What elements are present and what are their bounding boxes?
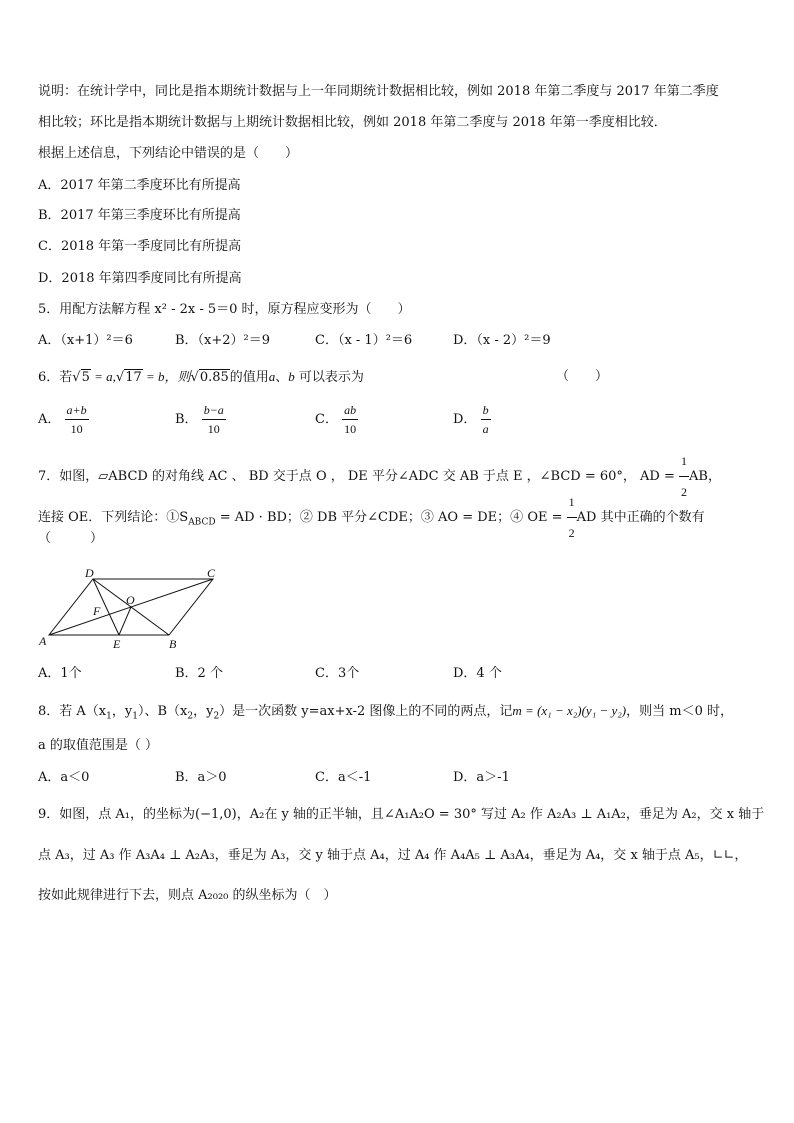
parallelogram-symbol: ▱ [98,469,109,484]
q6-stem: 6．若√5 = a,√17 = b，则√0.85的值用a、b 可以表示为 [38,369,364,385]
q5-option-a: A．（x+1）²＝6 [38,333,133,348]
q4-option-a: A．2017 年第二季度环比有所提高 [38,178,241,193]
q4-option-d: D．2018 年第四季度同比有所提高 [38,271,242,286]
label-f: F [93,604,101,618]
q4-option-c: C．2018 年第一季度同比有所提高 [38,239,242,254]
q9-line-2: 点 A₃，过 A₃ 作 A₃A₄ ⊥ A₂A₃，垂足为 A₃，交 y 轴于点 A₄，过 A₄ 作 A₄A₅ ⊥ A₃A₄，垂足为 A₄，交 x 轴于点 A₅，∟∟， [38,848,748,863]
q7-half-2: $\frac{1}{2}$ [567,487,577,548]
q7-paren: （ ） [38,531,104,546]
q7-option-c: C．3个 [315,666,360,681]
label-d: D [85,566,94,580]
note-line-2: 相比较；环比是指本期统计数据与上期统计数据相比较，例如 2018 年第二季度与 2018 年第一季度相比较． [38,115,667,130]
q4-stem: 根据上述信息，下列结论中错误的是（ ） [38,146,299,161]
q5-option-d: D．（x - 2）²＝9 [453,333,551,348]
q5-stem: 5．用配方法解方程 x² - 2x - 5＝0 时，原方程应变形为（ ） [38,302,411,317]
q5-option-c: C．（x - 1）²＝6 [315,333,413,348]
label-o: O [126,593,135,607]
q4-option-b: B．2017 年第三季度环比有所提高 [38,208,241,223]
q7-line-2: 连接 OE．下列结论：$①S_{ABCD}$ = AD · BD；② DB 平分∠CDE；③ AO = DE；④ OE = $\frac{1}{2}$ AD 其中正确的个数有 [38,487,705,517]
q7-half-1: $\frac{1}{2}$ [679,446,689,507]
label-e: E [113,637,121,651]
q8-line-1: 8．若 $A(x_1$，$y_1$）、$B(x_2$，$y_2$）是一次函数 y=ax+x-2 图像上的不同的两点，记m = (x₁ − x₂)(y₁ − y₂)，则当 m＜0 时， [38,703,733,722]
q6-paren: （ ） [556,369,609,384]
q7-line-1: 7．如图，▱ABCD 的对角线 AC 、 BD 交于点 O ， DE 平分∠ADC 交 AB 于点 E ，∠BCD = 60°， AD = $\frac{1}{2}$ AB， [38,446,721,476]
label-c: C [207,566,216,580]
q8-option-a: A．a＜0 [38,770,90,785]
q9-line-1: 9．如图，点 A₁，的坐标为(−1,0)，A₂在 y 轴的正半轴，且∠A₁A₂O = 30° 写过 A₂ 作 A₂A₃ ⊥ A₁A₂，垂足为 A₂，交 x 轴于 [38,807,765,822]
q8-option-c: C．a＜-1 [315,770,372,785]
label-a: A [39,634,47,648]
q6-option-a: A． $\frac{a+b}{10}$ [38,403,87,436]
q5-option-b: B．（x+2）²＝9 [175,333,271,348]
q6-option-c: C． $\frac{ab}{10}$ [315,403,357,436]
q9-line-3: 按如此规律进行下去，则点 A₂₀₂₀ 的纵坐标为（ ） [38,888,337,903]
parallelogram-figure [35,565,235,655]
q8-option-b: B．a＞0 [175,770,227,785]
q7-option-a: A．1个 [38,666,82,681]
note-line-1: 说明：在统计学中，同比是指本期统计数据与上一年同期统计数据相比较，例如 2018 年第二季度与 2017 年第二季度 [38,84,719,99]
q6-option-d: D． $\frac{b}{a}$ [453,403,489,436]
q6-option-b: B． $\frac{b-a}{10}$ [175,403,224,436]
segment-oe [119,607,131,635]
q7-option-b: B．2 个 [175,666,223,681]
q7-option-d: D．4 个 [453,666,502,681]
q8-line-2: a 的取值范围是（ ） [38,738,159,753]
label-b: B [169,637,177,651]
q8-option-d: D．a＞-1 [453,770,510,785]
